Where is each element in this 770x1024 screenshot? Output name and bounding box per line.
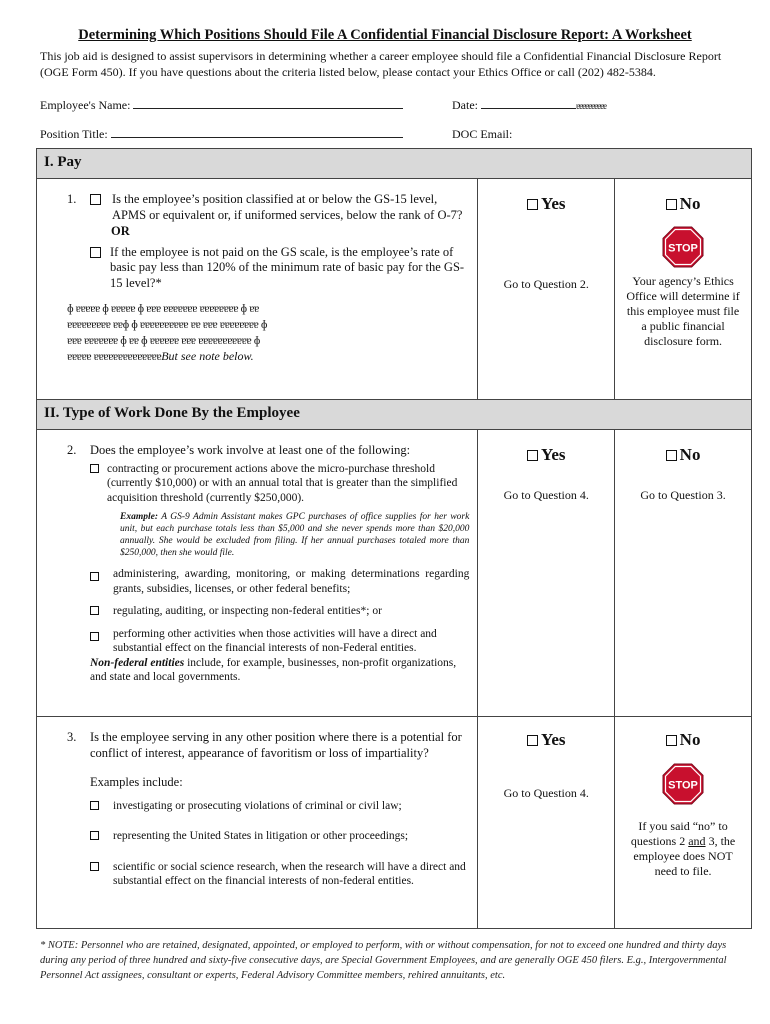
q2-item-3: regulating, auditing, or inspecting non-federal entities*; or <box>113 605 382 617</box>
position-title-field[interactable] <box>40 127 403 142</box>
q3-yes-goto: Go to Question 4. <box>503 786 589 800</box>
q3-item-2: representing the United States in litigation or other proceedings; <box>113 830 409 842</box>
q2-item-2-checkbox[interactable] <box>90 572 99 581</box>
q1-no-label: No <box>679 194 701 213</box>
q1-or: OR <box>111 224 130 238</box>
q3-no-option[interactable] <box>666 730 701 750</box>
q3-yes-option[interactable] <box>527 730 566 750</box>
svg-text:STOP: STOP <box>668 242 698 255</box>
q1-no-checkbox[interactable] <box>666 199 677 210</box>
section-pay-header: I. Pay <box>37 149 752 179</box>
q1-no-text: Your agency’s Ethics Office will determine if this employee must file a public financial disclosure form. <box>626 274 740 348</box>
q3-yes-checkbox[interactable] <box>527 735 538 746</box>
stop-sign-icon <box>662 226 704 268</box>
q1-part-b-checkbox[interactable] <box>90 247 101 258</box>
date-value: ɐɐɐɐɐɐɐɐɐɐ <box>576 101 606 111</box>
q1-scribble-line-4: ɐɐɐɐɐ ɐɐɐɐɐɐɐɐɐɐɐɐɐɐ <box>67 349 162 363</box>
q3-examples-label: Examples include: <box>90 775 183 789</box>
q3-no-column <box>615 717 752 929</box>
q3-number: 3. <box>67 730 77 744</box>
date-field[interactable] <box>452 98 606 113</box>
q3-item-3: scientific or social science research, when the research will have a direct and substantial effect on the financial interests of non-federal entities. <box>113 860 466 887</box>
footnote: * NOTE: Personnel who are retained, designated, appointed, or employed to perform, with or without compensation, for not to exceed one hundred and thirty days during any period of three hundred and sixty-five consecutive days, are Special Government Employees, and are generally OGE 450 filers. E.g., Intergovernmental Personnel Act assignees, consultant or experts, Federal Advisory Committee members, rehired annuitants, etc. <box>40 940 727 981</box>
q2-yes-checkbox[interactable] <box>527 450 538 461</box>
q1-part-a-checkbox[interactable] <box>90 194 101 205</box>
q1-yes-column <box>478 179 615 400</box>
employee-name-line[interactable] <box>133 98 403 109</box>
q3-yes-label: Yes <box>540 730 566 749</box>
q2-item-2: administering, awarding, monitoring, or making determinations regarding grants, subsidies, licenses, or other federal benefits; <box>113 568 470 595</box>
q1-number: 1. <box>67 192 77 206</box>
q2-example-label: Example: <box>120 512 158 522</box>
svg-text:STOP: STOP <box>668 779 698 792</box>
q2-no-label: No <box>679 445 701 464</box>
q3-no-label: No <box>679 730 701 749</box>
q2-no-option[interactable] <box>666 445 701 465</box>
q2-question: Does the employee’s work involve at least one of the following: <box>90 443 411 457</box>
date-line[interactable] <box>481 98 576 109</box>
q1-scribble-line-2: ɐɐɐɐɐɐɐɐɐ ɐɐɸ ɸ ɐɐɐɐɐɐɐɐɐɐ ɐɐ ɐɐɐ ɐɐɐɐɐɐɐɐ ɸ <box>67 317 268 331</box>
q1-scribble-line-3: ɐɐɐ ɐɐɐɐɐɐɐ ɸ ɐɐ ɸ ɐɐɐɐɐɐ ɐɐɐ ɐɐɐɐɐɐɐɐɐɐɐ ɸ <box>67 333 260 347</box>
q3-item-1-checkbox[interactable] <box>90 801 99 810</box>
q2-item-4-checkbox[interactable] <box>90 632 99 641</box>
doc-email-field[interactable] <box>452 127 512 142</box>
q2-no-checkbox[interactable] <box>666 450 677 461</box>
q3-item-2-checkbox[interactable] <box>90 831 99 840</box>
question-3 <box>37 717 478 929</box>
q2-no-column <box>615 430 752 717</box>
q1-no-column <box>615 179 752 400</box>
question-2 <box>37 430 478 717</box>
q3-item-1: investigating or prosecuting violations of criminal or civil law; <box>113 799 402 812</box>
q3-no-text: If you said “no” to questions 2 and 3, the employee does NOT need to file. <box>630 819 736 878</box>
q2-item-1-checkbox[interactable] <box>90 464 99 473</box>
q1-yes-checkbox[interactable] <box>527 199 538 210</box>
q1-part-b-text: If the employee is not paid on the GS scale, is the employee’s rate of basic pay less than 120% of the minimum rate of basic pay for the GS-15 level?* <box>110 244 465 290</box>
q2-yes-option[interactable] <box>527 445 566 465</box>
q2-no-goto: Go to Question 3. <box>640 488 726 502</box>
q2-yes-column <box>478 430 615 717</box>
q1-part-a-text: Is the employee’s position classified at or below the GS-15 level, APMS or equivalent or, if uniformed services, below the rank of O-7? <box>112 192 463 222</box>
q1-scribble-line-1: ɸ ɐɐɐɐɐ ɸ ɐɐɐɐɐ ɸ ɐɐɐ ɐɐɐɐɐɐɐ ɐɐɐɐɐɐɐɐ ɸ ɐɐ <box>67 301 259 315</box>
section-work-header: II. Type of Work Done By the Employee <box>37 400 752 430</box>
q2-yes-label: Yes <box>540 445 566 464</box>
q1-yes-label: Yes <box>540 194 566 213</box>
q2-yes-goto: Go to Question 4. <box>503 488 589 502</box>
intro-paragraph: This job aid is designed to assist supervisors in determining whether a career employee should file a Confidential Financial Disclosure Report (OGE Form 450). If you have questions about the criteria listed below, please contact your Ethics Office or call (202) 482-5384. <box>40 49 722 79</box>
position-title-label: Position Title: <box>40 127 108 141</box>
stop-sign-icon <box>662 763 704 805</box>
q2-item-1: contracting or procurement actions above the micro-purchase threshold (currently $10,000) or with an annual total that is greater than the simplified acquisition threshold (currently $250,000). <box>107 462 458 504</box>
question-1 <box>37 179 478 400</box>
q1-no-option[interactable] <box>666 194 701 214</box>
q2-nfe-text: include, for example, businesses, non-profit organizations, and state and local governments. <box>90 656 457 683</box>
q2-nfe-term: Non-federal entities <box>90 656 185 669</box>
position-title-line[interactable] <box>111 127 403 138</box>
q1-yes-option[interactable] <box>527 194 566 214</box>
q1-yes-goto: Go to Question 2. <box>503 277 589 291</box>
q2-item-4: performing other activities when those activities will have a direct and substantial effect on the financial interests of non-Federal entities. <box>113 627 437 654</box>
q3-item-3-checkbox[interactable] <box>90 862 99 871</box>
worksheet-table <box>36 148 752 929</box>
employee-name-label: Employee's Name: <box>40 98 131 112</box>
doc-email-label: DOC Email: <box>452 127 513 141</box>
page-title: Determining Which Positions Should File A Confidential Financial Disclosure Report: A Worksheet <box>78 27 692 43</box>
q3-question: Is the employee serving in any other position where there is a potential for conflict of interest, appearance of favoritism or loss of impartiality? <box>90 730 462 760</box>
q3-yes-column <box>478 717 615 929</box>
date-label: Date: <box>452 98 478 112</box>
q3-no-checkbox[interactable] <box>666 735 677 746</box>
q1-see-note: But see note below. <box>161 349 254 363</box>
q2-example-text: A GS-9 Admin Assistant makes GPC purchases of office supplies for her work unit, but each purchase totals less than $5,000 and she never spends more than $20,000 annually. She would be excluded from filing. If her annual purchases totaled more than $250,000, then she would file. <box>120 512 470 558</box>
q2-number: 2. <box>67 443 77 457</box>
q2-item-3-checkbox[interactable] <box>90 606 99 615</box>
employee-name-field[interactable] <box>40 98 403 113</box>
